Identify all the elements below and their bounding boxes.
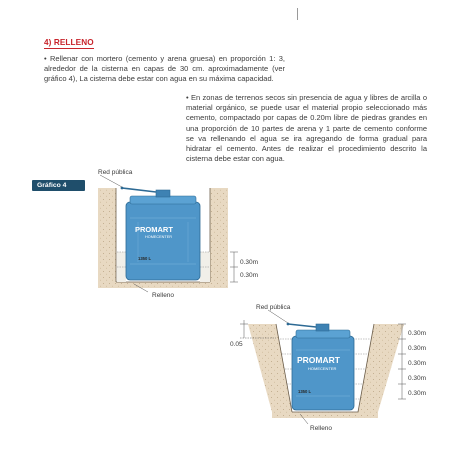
tank-brand: PROMART bbox=[135, 225, 173, 234]
layer-dimension-marks bbox=[230, 252, 238, 282]
layer-height-2: 0.30m bbox=[408, 345, 427, 352]
fill-label: Relleno bbox=[152, 292, 175, 299]
layer-height-4: 0.30m bbox=[408, 375, 427, 382]
layer-height-1: 0.30m bbox=[240, 259, 259, 266]
page-marker bbox=[297, 8, 298, 20]
tank-brand-sub: HOMECENTER bbox=[308, 366, 337, 371]
layer-height-5: 0.30m bbox=[408, 390, 427, 397]
side-gap-label: 0.05 bbox=[230, 341, 243, 348]
layer-height-1: 0.30m bbox=[408, 330, 427, 337]
tank-capacity: 1350 L bbox=[138, 256, 152, 261]
paragraph-mortar-fill: • Rellenar con mortero (cemento y arena gruesa) en proporción 1: 3, alrededor de la cisterna en capas de 30 cm. aproximadamente (ver gráfico 4), La cisterna debe estar con agua en su máxima capacidad. bbox=[44, 54, 285, 84]
cistern-diagram-multi-layer bbox=[228, 300, 440, 440]
tank-brand-sub: HOMECENTER bbox=[145, 235, 173, 239]
cistern-diagram-single-layer bbox=[90, 168, 280, 303]
section-title: 4) RELLENO bbox=[44, 38, 94, 47]
figure-badge: Gráfico 4 bbox=[32, 180, 85, 191]
public-network-pipe bbox=[121, 187, 156, 192]
layer-height-2: 0.30m bbox=[240, 272, 259, 279]
fill-label: Relleno bbox=[310, 425, 333, 432]
tank-capacity: 1350 L bbox=[298, 389, 312, 394]
paragraph-dry-soil-fill: • En zonas de terrenos secos sin presencia de agua y libres de arcilla o material orgánico, se puede usar el material propio seleccionado más cemento, compactado por capas de 0.20m libre de piedras grandes en una proporción de 10 partes de arena y 1 parte de cemento conforme se va rellenando el agua se ira agregando de forma gradual para hidratar el cemento. Antes de realizar el procedimiento descrito la cisterna debe estar con agua. bbox=[186, 93, 427, 164]
pipe-label: Red pública bbox=[98, 169, 133, 176]
tank-brand: PROMART bbox=[297, 355, 340, 365]
layer-height-3: 0.30m bbox=[408, 360, 427, 367]
title-underline bbox=[44, 48, 94, 49]
pipe-label: Red pública bbox=[256, 304, 291, 311]
public-network-pipe bbox=[287, 323, 316, 327]
